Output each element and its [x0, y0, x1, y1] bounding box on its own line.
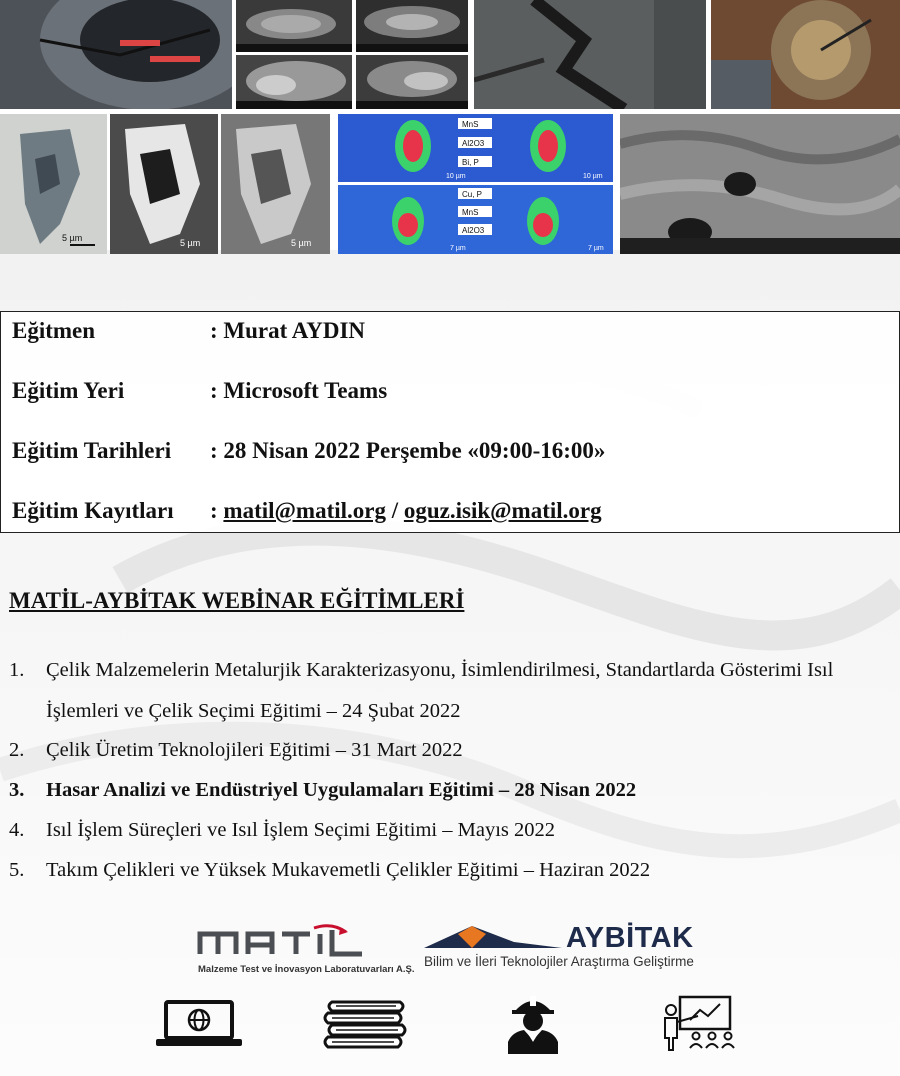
micrograph-se [221, 114, 330, 254]
registration-label: Eğitim Kayıtları [12, 498, 174, 523]
item-text: Isıl İşlem Süreçleri ve Isıl İşlem Seçimi Eğitimi – Mayıs 2022 [46, 819, 556, 841]
scale-label: 10 µm [583, 173, 603, 180]
sem-image-3 [236, 55, 352, 109]
eds-label: MnS [462, 120, 479, 129]
scale-label: 5 µm [180, 238, 201, 248]
item-text: Hasar Analizi ve Endüstriyel Uygulamaları Eğitimi – 28 Nisan 2022 [46, 779, 637, 801]
scale-label: 5 µm [62, 233, 83, 243]
scale-label: 7 µm [450, 245, 466, 252]
eds-map-bottom [338, 185, 613, 254]
email-link-oguz[interactable]: oguz.isik@matil.org [403, 498, 602, 523]
item-number: 2. [9, 739, 25, 761]
training-info-table [0, 311, 900, 533]
micrograph-optical [0, 114, 107, 254]
eds-map-top [338, 114, 613, 182]
scale-label: 10 µm [446, 173, 466, 180]
aybitak-mountain-icon [424, 924, 562, 950]
cracked-surface-photo [474, 0, 706, 109]
place-value: : Microsoft Teams [210, 378, 388, 403]
item-text: Çelik Üretim Teknolojileri Eğitimi – 31 Mart 2022 [46, 739, 463, 761]
registration-value [210, 498, 602, 524]
matil-tagline: Malzeme Test ve İnovasyon Laboratuvarları A.Ş. [198, 964, 415, 975]
item-number: 1. [9, 659, 25, 681]
item-number: 3. [9, 779, 25, 801]
matil-wordmark-icon [196, 924, 368, 958]
item-text: Takım Çelikleri ve Yüksek Mukavemetli Çelikler Eğitimi – Haziran 2022 [46, 859, 651, 881]
worker-helmet-icon [502, 992, 564, 1054]
matil-logo [196, 924, 415, 975]
date-value: : 28 Nisan 2022 Perşembe «09:00-16:00» [210, 438, 606, 463]
sem-image-2 [356, 0, 468, 52]
sem-image-4 [356, 55, 468, 109]
registration-separator: / [385, 498, 404, 523]
trainer-value: : Murat AYDIN [210, 318, 366, 343]
books-icon [322, 996, 408, 1050]
trainer-label: Eğitmen [12, 318, 96, 343]
scale-label: 5 µm [291, 238, 312, 248]
item-number: 4. [9, 819, 25, 841]
aybitak-title: AYBİTAK [566, 922, 694, 954]
eds-label: MnS [462, 208, 479, 217]
item-text: Çelik Malzemelerin Metalurjik Karakterizasyonu, İsimlendirilmesi, Standartlarda Gösterimi Isıl İşlemleri ve Çelik Seçimi Eğitimi – 24 Şubat 2022 [46, 659, 834, 722]
fracture-pipe-photo [0, 0, 232, 109]
item-number: 5. [9, 859, 25, 881]
aybitak-logo [424, 922, 714, 974]
sem-fracture-surface [620, 114, 900, 254]
webinar-section-title: MATİL-AYBİTAK WEBİNAR EĞİTİMLERİ [9, 588, 465, 613]
registration-prefix: : [210, 498, 224, 523]
micrograph-bse [110, 114, 218, 254]
aybitak-tagline: Bilim ve İleri Teknolojiler Araştırma Geliştirme [424, 954, 694, 969]
broken-gear-photo [711, 0, 900, 109]
eds-label: Al2O3 [462, 139, 485, 148]
teacher-board-icon [660, 994, 744, 1052]
place-label: Eğitim Yeri [12, 378, 125, 403]
eds-label: Bi, P [462, 158, 479, 167]
date-label: Eğitim Tarihleri [12, 438, 172, 463]
eds-label: Al2O3 [462, 226, 485, 235]
eds-label: Cu, P [462, 190, 483, 199]
sem-image-1 [236, 0, 352, 52]
scale-label: 7 µm [588, 245, 604, 252]
laptop-globe-icon [153, 999, 245, 1049]
email-link-matil[interactable]: matil@matil.org [223, 498, 386, 523]
